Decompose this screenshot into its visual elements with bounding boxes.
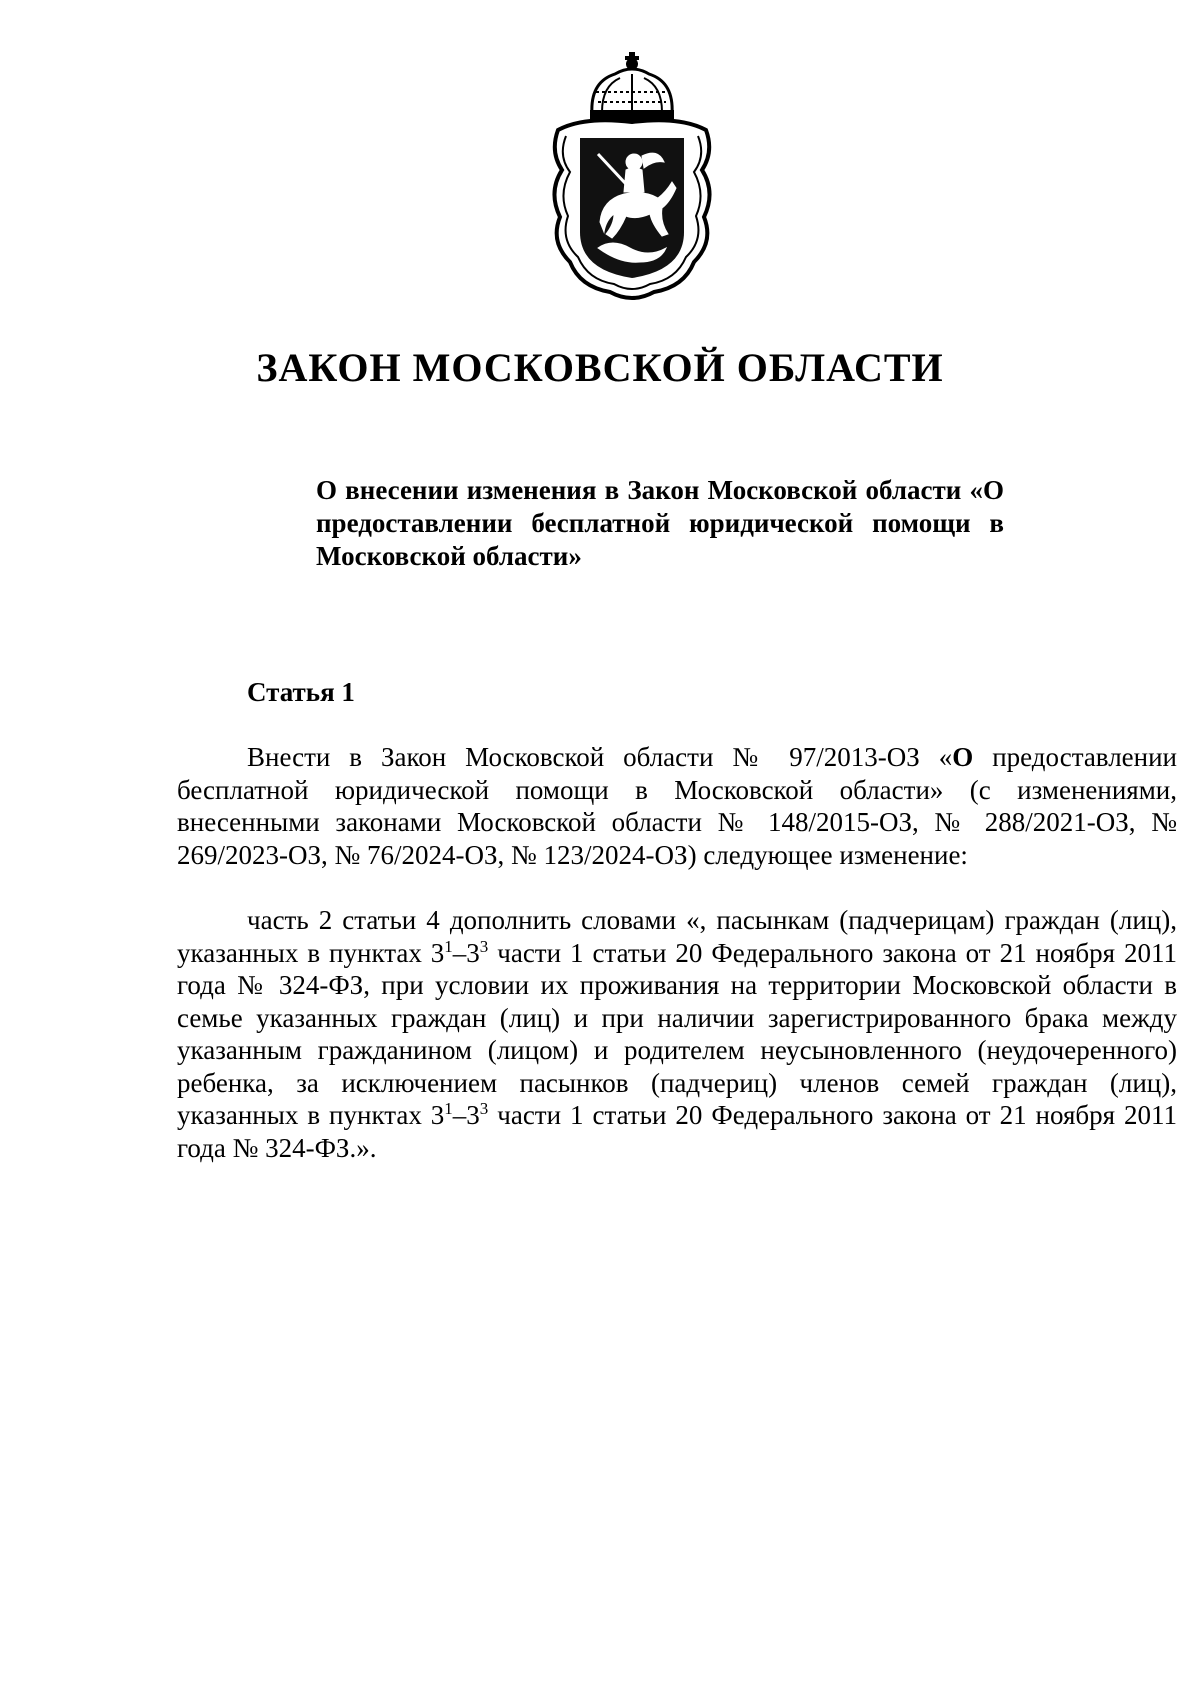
document-subtitle: О внесении изменения в Закон Московской области «О предоставлении бесплатной юридической помощи в Московской области» <box>316 475 1004 571</box>
superscript: 1 <box>444 1099 453 1118</box>
paragraph-1-lead: Внести в Закон Московской области № 97/2013-ОЗ « <box>247 742 953 772</box>
coat-of-arms-emblem <box>540 52 724 304</box>
paragraph-2-part2: части 1 статьи 20 Федерального закона от 21 ноября 2011 года № 324-ФЗ, при условии их проживания на территории Московской области в семье указанных граждан (лиц) и при наличии зарегистрированного брака между указанным гражданином (лицом) и родителем неусыновленного (неудочеренного) ребенка, за исключением пасынков (падчериц) членов семей граждан (лиц), указанных в пунктах 3 <box>177 937 1177 1130</box>
article-heading: Статья 1 <box>247 677 355 707</box>
superscript: 3 <box>479 936 489 956</box>
paragraph-1-rest: предоставлении бесплатной юридической помощи в Московской области» (с изменениями, внесенными законами Московской области № 148/2015-ОЗ, № 288/2021-ОЗ, № 269/2023-ОЗ, № 76/2024-ОЗ, № 123/2024-ОЗ) следующее изменение: <box>177 742 1178 870</box>
superscript: 1 <box>444 936 453 956</box>
crown-icon <box>590 52 674 120</box>
paragraph-2-part1: часть 2 статьи 4 дополнить словами «, пасынкам (падчерицам) граждан (лиц), указанных в пунктах 3 <box>177 905 1177 968</box>
article-paragraph-1 <box>177 741 1177 871</box>
paragraph-2-part3: части 1 статьи 20 Федерального закона от 21 ноября 2011 года № 324-ФЗ.». <box>177 1100 1177 1163</box>
superscript: 3 <box>479 1099 489 1118</box>
range-dash: –3 <box>452 1100 480 1130</box>
document-title: ЗАКОН МОСКОВСКОЙ ОБЛАСТИ <box>256 345 944 390</box>
paragraph-1-bold: О <box>952 742 974 772</box>
article-paragraph-2 <box>177 904 1177 1164</box>
range-dash: –3 <box>452 937 480 968</box>
